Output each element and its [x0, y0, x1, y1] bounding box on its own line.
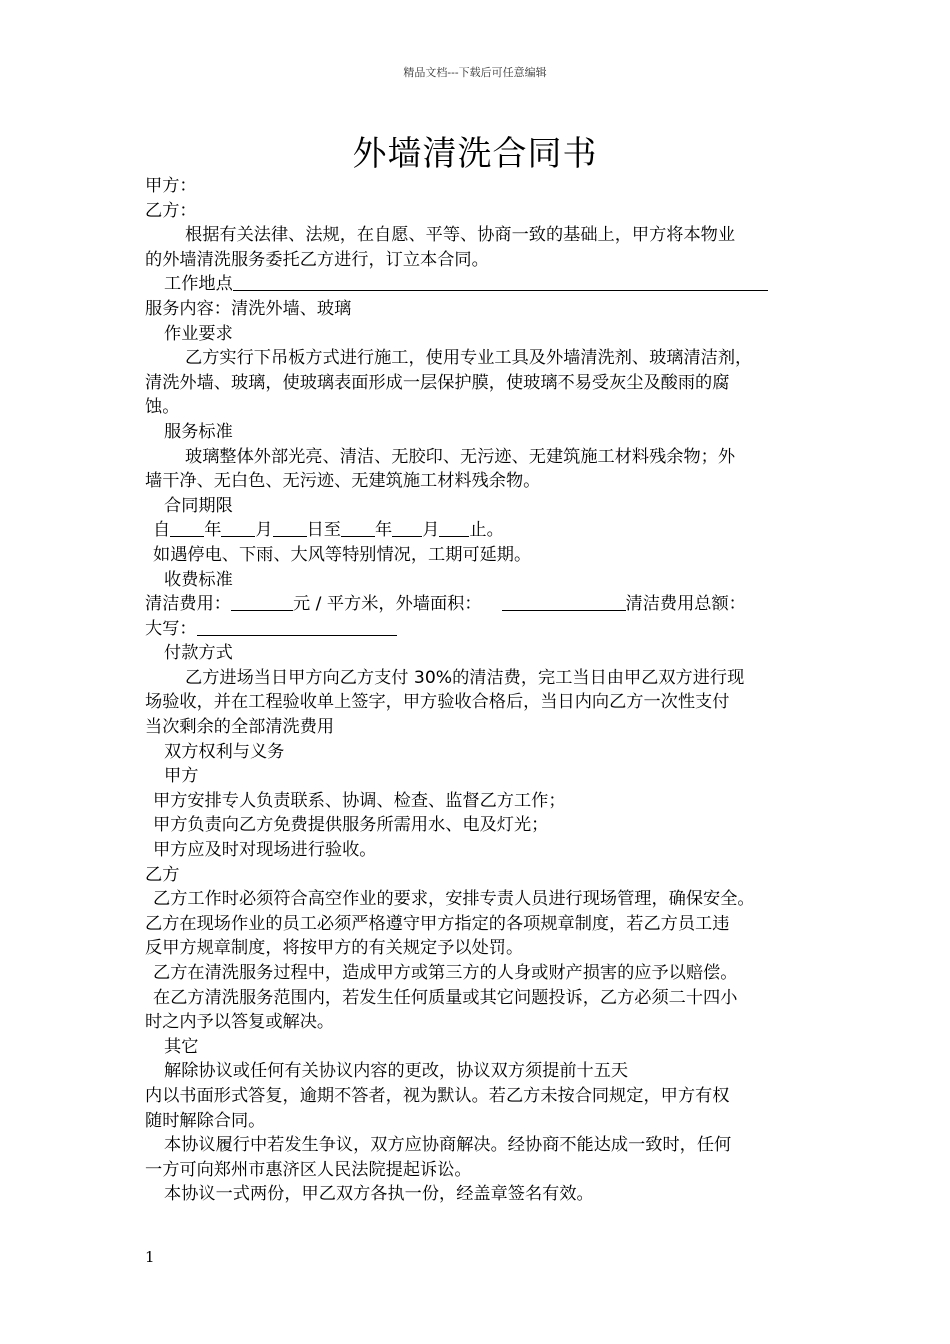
service-content-line: 服务内容：清洗外墙、玻璃 [145, 298, 352, 319]
party-a-duty-3: 甲方应及时对现场进行验收。 [153, 840, 377, 861]
term-from-label: 自 [153, 520, 171, 541]
contract-body [145, 174, 825, 1207]
start-year-blank[interactable] [170, 518, 204, 537]
party-a-duty-1: 甲方安排专人负责联系、协调、检查、监督乙方工作； [153, 790, 566, 811]
end-year-blank[interactable] [341, 518, 375, 537]
work-location-line [145, 272, 825, 297]
intro-line-1: 根据有关法律、法规，在自愿、平等、协商一致的基础上，甲方将本物业 [185, 225, 736, 246]
payment-line-3: 当次剩余的全部清洗费用 [145, 717, 335, 738]
start-day-blank[interactable] [273, 518, 307, 537]
payment-line-1: 乙方进场当日甲方向乙方支付 30%的清洁费，完工当日由甲乙双方进行现 [185, 667, 745, 688]
start-month-blank[interactable] [221, 518, 255, 537]
payment-method-heading: 付款方式 [164, 643, 233, 664]
rights-obligations-heading: 双方权利与义务 [164, 741, 285, 762]
service-standard-line-1: 玻璃整体外部光亮、清洁、无胶印、无污迹、无建筑施工材料残余物；外 [185, 446, 736, 467]
fee-standard-heading: 收费标准 [164, 569, 233, 590]
work-requirements-heading: 作业要求 [164, 323, 233, 344]
contract-term-heading: 合同期限 [164, 495, 233, 516]
other-line-3: 随时解除合同。 [145, 1110, 266, 1131]
party-a-line: 甲方： [145, 176, 197, 196]
fee-total-label: 清洁费用总额： [625, 594, 746, 615]
other-line-2: 内以书面形式答复，逾期不答者，视为默认。若乙方未按合同规定，甲方有权 [145, 1085, 730, 1106]
party-b-line: 乙方： [145, 200, 197, 221]
dispute-line-2: 一方可向郑州市惠济区人民法院提起诉讼。 [145, 1159, 472, 1180]
contract-term-note: 如遇停电、下雨、大风等特别情况，工期可延期。 [153, 544, 532, 565]
intro-line-2: 的外墙清洗服务委托乙方进行，订立本合同。 [145, 249, 489, 270]
fee-capital-label: 大写： [145, 618, 197, 639]
work-location-blank[interactable] [233, 272, 768, 291]
service-standard-line-2: 墙干净、无白色、无污迹、无建筑施工材料残余物。 [145, 471, 541, 492]
party-b-duty-4: 乙方在清洗服务过程中，造成甲方或第三方的人身或财产损害的应予以赔偿。 [153, 963, 738, 983]
term-end-label: 止。 [469, 520, 504, 541]
party-b-duty-1: 乙方工作时必须符合高空作业的要求，安排专责人员进行现场管理，确保安全。 [153, 889, 755, 910]
fee-capital-line [145, 617, 825, 642]
fee-line [145, 592, 825, 617]
header-note: 精品文档---下载后可任意编辑 [403, 66, 547, 79]
work-requirements-line-1: 乙方实行下吊板方式进行施工，使用专业工具及外墙清洗剂、玻璃清洁剂， [185, 348, 753, 369]
party-a-duties-heading: 甲方 [164, 766, 199, 787]
unit-price-blank[interactable] [231, 592, 293, 611]
party-b-duty-3: 反甲方规章制度，将按甲方的有关规定予以处罚。 [145, 938, 524, 959]
capital-amount-blank[interactable] [197, 617, 397, 636]
fee-unit-label: 元 / 平方米，外墙面积： [292, 594, 482, 615]
work-location-label: 工作地点 [164, 274, 233, 295]
work-requirements-line-3: 蚀。 [145, 397, 180, 418]
contract-term-line [145, 518, 825, 543]
party-b-duty-6: 时之内予以答复或解决。 [145, 1012, 335, 1033]
party-a-duty-2: 甲方负责向乙方免费提供服务所需用水、电及灯光； [153, 815, 549, 836]
party-b-duties-heading: 乙方 [145, 864, 180, 885]
other-heading: 其它 [164, 1036, 199, 1057]
term-month-label-2: 月 [422, 520, 440, 541]
service-standard-heading: 服务标准 [164, 421, 233, 442]
fee-label: 清洁费用： [145, 594, 231, 615]
other-line-1: 解除协议或任何有关协议内容的更改，协议双方须提前十五天 [164, 1061, 629, 1082]
end-month-blank[interactable] [392, 518, 422, 537]
copies-line: 本协议一式两份，甲乙双方各执一份，经盖章签名有效。 [164, 1184, 594, 1205]
work-requirements-line-2: 清洗外墙、玻璃，使玻璃表面形成一层保护膜，使玻璃不易受灰尘及酸雨的腐 [145, 372, 730, 393]
wall-area-blank[interactable] [502, 592, 626, 611]
term-year-label-1: 年 [204, 520, 222, 541]
payment-line-2: 场验收，并在工程验收单上签字，甲方验收合格后，当日内向乙方一次性支付 [145, 692, 730, 713]
document-title: 外墙清洗合同书 [352, 134, 598, 174]
party-b-duty-5: 在乙方清洗服务范围内，若发生任何质量或其它问题投诉，乙方必须二十四小 [153, 987, 738, 1008]
page-number: 1 [145, 1248, 155, 1266]
term-month-label-1: 月 [255, 520, 273, 541]
end-day-blank[interactable] [439, 518, 469, 537]
term-year-label-2: 年 [375, 520, 393, 541]
term-day-to-label: 日至 [306, 520, 341, 541]
party-b-duty-2: 乙方在现场作业的员工必须严格遵守甲方指定的各项规章制度，若乙方员工违 [145, 913, 730, 934]
dispute-line-1: 本协议履行中若发生争议，双方应协商解决。经协商不能达成一致时，任何 [164, 1135, 732, 1156]
